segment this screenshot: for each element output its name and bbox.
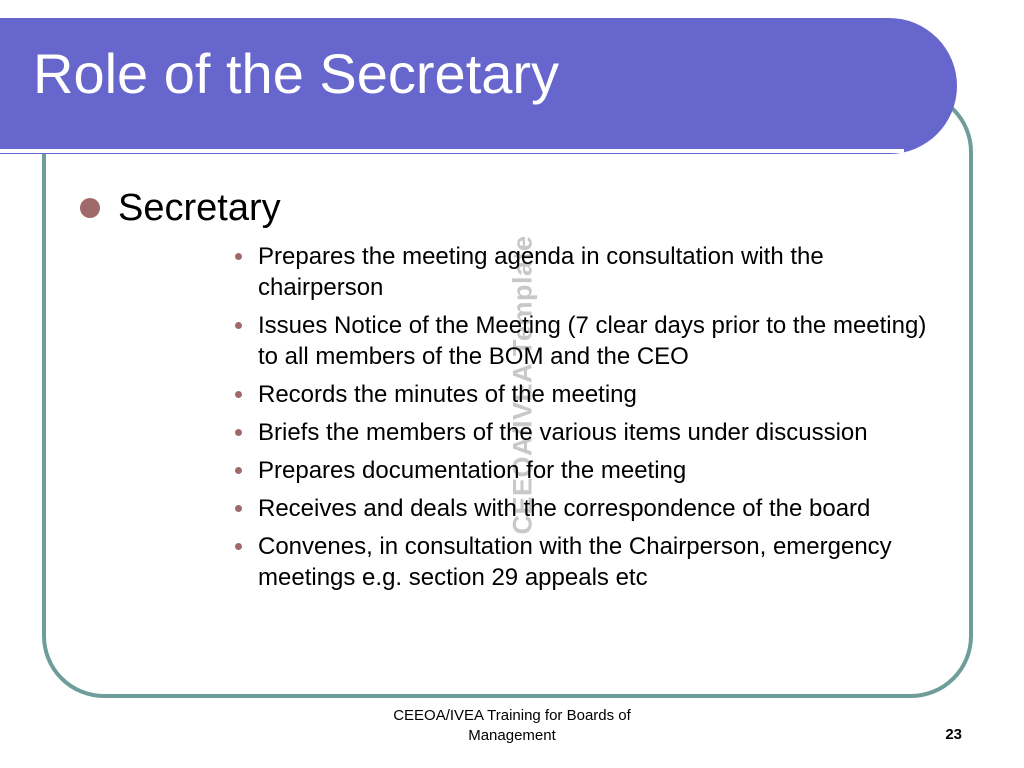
- sub-bullet-item: [228, 493, 948, 524]
- sub-bullet-text: Receives and deals with the correspondence of the board: [258, 495, 871, 522]
- sub-bullet-icon: [235, 543, 242, 550]
- sub-bullet-text: Issues Notice of the Meeting (7 clear days prior to the meeting) to all members of the BOM and the CEO: [258, 312, 927, 370]
- bullet-icon: [80, 198, 100, 218]
- sub-bullet-icon: [235, 429, 242, 436]
- sub-bullet-icon: [235, 322, 242, 329]
- sub-bullet-icon: [235, 467, 242, 474]
- sub-bullet-icon: [235, 391, 242, 398]
- sub-bullet-item: [228, 455, 948, 486]
- title-underline: [0, 149, 904, 153]
- sub-bullet-icon: [235, 253, 242, 260]
- sub-bullet-list: [228, 241, 948, 600]
- page-number: 23: [945, 726, 962, 743]
- sub-bullet-text: Prepares the meeting agenda in consultation with the chairperson: [258, 243, 824, 301]
- main-bullet-item: [80, 186, 281, 230]
- sub-bullet-item: [228, 531, 948, 593]
- sub-bullet-text: Briefs the members of the various items under discussion: [258, 419, 868, 446]
- watermark: CEEOA/IVEA Template: [507, 235, 538, 535]
- sub-bullet-text: Prepares documentation for the meeting: [258, 457, 687, 484]
- sub-bullet-text: Convenes, in consultation with the Chairperson, emergency meetings e.g. section 29 appeals etc: [258, 533, 892, 591]
- sub-bullet-item: [228, 241, 948, 303]
- slide-title: Role of the Secretary: [33, 42, 560, 105]
- sub-bullet-icon: [235, 505, 242, 512]
- sub-bullet-item: [228, 379, 948, 410]
- footer-text: CEEOA/IVEA Training for Boards of Management: [393, 707, 631, 744]
- sub-bullet-item: [228, 417, 948, 448]
- sub-bullet-item: [228, 310, 948, 372]
- main-bullet-text: Secretary: [118, 187, 281, 229]
- sub-bullet-text: Records the minutes of the meeting: [258, 381, 637, 408]
